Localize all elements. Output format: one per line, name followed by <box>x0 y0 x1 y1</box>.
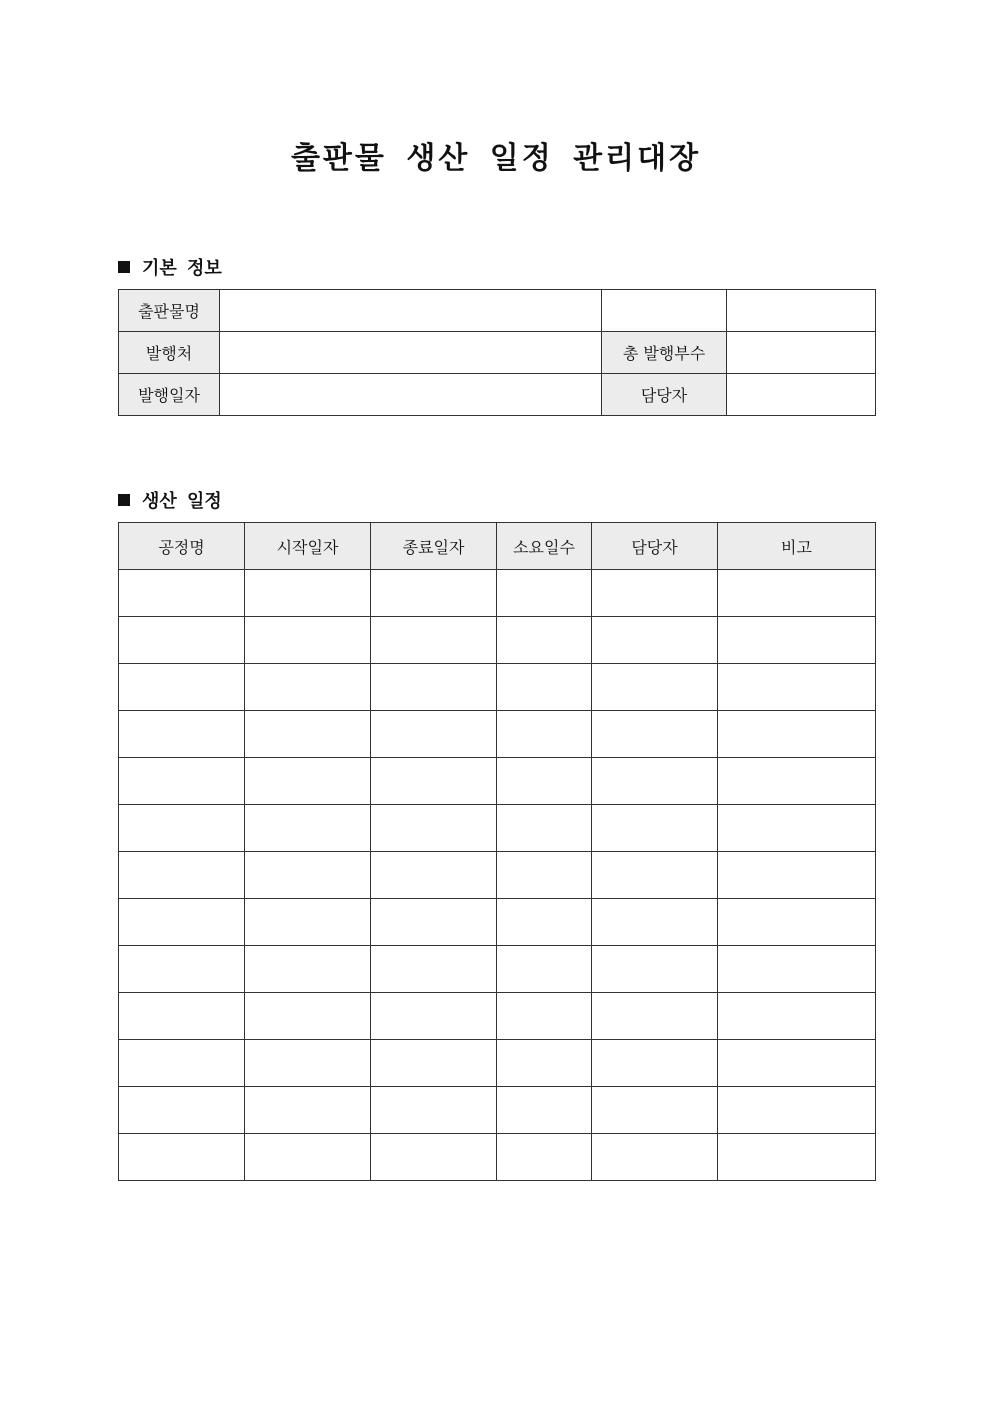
cell-remarks[interactable] <box>718 946 876 993</box>
cell-process-name[interactable] <box>119 617 245 664</box>
cell-end-date[interactable] <box>371 1134 497 1181</box>
cell-start-date[interactable] <box>245 946 371 993</box>
cell-end-date[interactable] <box>371 664 497 711</box>
cell-process-name[interactable] <box>119 711 245 758</box>
cell-start-date[interactable] <box>245 1134 371 1181</box>
table-row <box>119 617 876 664</box>
cell-start-date[interactable] <box>245 758 371 805</box>
cell-start-date[interactable] <box>245 617 371 664</box>
cell-duration-days[interactable] <box>497 899 592 946</box>
cell-duration-days[interactable] <box>497 1040 592 1087</box>
cell-duration-days[interactable] <box>497 852 592 899</box>
cell-process-name[interactable] <box>119 664 245 711</box>
cell-remarks[interactable] <box>718 993 876 1040</box>
cell-duration-days[interactable] <box>497 993 592 1040</box>
manager-label: 담당자 <box>602 374 727 416</box>
cell-manager[interactable] <box>592 1040 718 1087</box>
info-row-date <box>119 374 876 416</box>
cell-end-date[interactable] <box>371 570 497 617</box>
cell-end-date[interactable] <box>371 993 497 1040</box>
table-row <box>119 993 876 1040</box>
cell-remarks[interactable] <box>718 1087 876 1134</box>
schedule-heading-label: 생산 일정 <box>142 491 222 512</box>
page-title: 출판물 생산 일정 관리대장 <box>290 141 702 176</box>
cell-duration-days[interactable] <box>497 711 592 758</box>
cell-start-date[interactable] <box>245 1040 371 1087</box>
column-header-process-name: 공정명 <box>119 523 245 570</box>
schedule-heading <box>118 487 222 513</box>
cell-manager[interactable] <box>592 1087 718 1134</box>
cell-remarks[interactable] <box>718 852 876 899</box>
cell-process-name[interactable] <box>119 805 245 852</box>
cell-process-name[interactable] <box>119 993 245 1040</box>
table-header-row <box>119 523 876 570</box>
cell-end-date[interactable] <box>371 758 497 805</box>
publish-date-label: 발행일자 <box>119 374 220 416</box>
cell-end-date[interactable] <box>371 899 497 946</box>
cell-end-date[interactable] <box>371 852 497 899</box>
publisher-label: 발행처 <box>119 332 220 374</box>
column-header-duration-days: 소요일수 <box>497 523 592 570</box>
cell-start-date[interactable] <box>245 711 371 758</box>
total-copies-field[interactable] <box>727 332 876 374</box>
publisher-field[interactable] <box>220 332 602 374</box>
square-bullet-icon <box>118 494 130 506</box>
cell-remarks[interactable] <box>718 758 876 805</box>
table-row <box>119 758 876 805</box>
cell-duration-days[interactable] <box>497 570 592 617</box>
cell-manager[interactable] <box>592 946 718 993</box>
cell-end-date[interactable] <box>371 617 497 664</box>
cell-manager[interactable] <box>592 758 718 805</box>
publication-name-field[interactable] <box>220 290 602 332</box>
cell-manager[interactable] <box>592 899 718 946</box>
production-schedule-table <box>118 522 876 1181</box>
cell-manager[interactable] <box>592 1134 718 1181</box>
blank-value-cell[interactable] <box>727 290 876 332</box>
cell-duration-days[interactable] <box>497 946 592 993</box>
cell-duration-days[interactable] <box>497 617 592 664</box>
cell-start-date[interactable] <box>245 899 371 946</box>
cell-end-date[interactable] <box>371 711 497 758</box>
basic-info-heading <box>118 254 222 280</box>
cell-process-name[interactable] <box>119 899 245 946</box>
basic-info-heading-label: 기본 정보 <box>142 258 222 279</box>
table-row <box>119 711 876 758</box>
cell-start-date[interactable] <box>245 1087 371 1134</box>
cell-process-name[interactable] <box>119 1087 245 1134</box>
column-header-remarks: 비고 <box>718 523 876 570</box>
table-row <box>119 1087 876 1134</box>
total-copies-label: 총 발행부수 <box>602 332 727 374</box>
column-header-end-date: 종료일자 <box>371 523 497 570</box>
cell-manager[interactable] <box>592 570 718 617</box>
cell-remarks[interactable] <box>718 570 876 617</box>
cell-end-date[interactable] <box>371 1087 497 1134</box>
table-row <box>119 852 876 899</box>
cell-remarks[interactable] <box>718 1134 876 1181</box>
cell-process-name[interactable] <box>119 570 245 617</box>
cell-process-name[interactable] <box>119 1040 245 1087</box>
cell-remarks[interactable] <box>718 805 876 852</box>
cell-duration-days[interactable] <box>497 805 592 852</box>
cell-process-name[interactable] <box>119 758 245 805</box>
cell-remarks[interactable] <box>718 664 876 711</box>
info-row-publisher <box>119 332 876 374</box>
cell-manager[interactable] <box>592 664 718 711</box>
cell-end-date[interactable] <box>371 805 497 852</box>
cell-start-date[interactable] <box>245 852 371 899</box>
manager-field[interactable] <box>727 374 876 416</box>
cell-duration-days[interactable] <box>497 1134 592 1181</box>
table-row <box>119 1040 876 1087</box>
cell-duration-days[interactable] <box>497 758 592 805</box>
table-row <box>119 664 876 711</box>
cell-manager[interactable] <box>592 993 718 1040</box>
cell-process-name[interactable] <box>119 946 245 993</box>
cell-start-date[interactable] <box>245 805 371 852</box>
column-header-manager: 담당자 <box>592 523 718 570</box>
cell-end-date[interactable] <box>371 1040 497 1087</box>
cell-remarks[interactable] <box>718 617 876 664</box>
cell-start-date[interactable] <box>245 664 371 711</box>
square-bullet-icon <box>118 261 130 273</box>
cell-manager[interactable] <box>592 617 718 664</box>
cell-duration-days[interactable] <box>497 1087 592 1134</box>
cell-remarks[interactable] <box>718 1040 876 1087</box>
column-header-start-date: 시작일자 <box>245 523 371 570</box>
cell-process-name[interactable] <box>119 1134 245 1181</box>
publication-name-label: 출판물명 <box>119 290 220 332</box>
publish-date-field[interactable] <box>220 374 602 416</box>
cell-manager[interactable] <box>592 852 718 899</box>
cell-manager[interactable] <box>592 805 718 852</box>
cell-remarks[interactable] <box>718 711 876 758</box>
cell-remarks[interactable] <box>718 899 876 946</box>
info-row-publication <box>119 290 876 332</box>
basic-info-table <box>118 289 876 416</box>
table-row <box>119 1134 876 1181</box>
cell-start-date[interactable] <box>245 993 371 1040</box>
cell-process-name[interactable] <box>119 852 245 899</box>
table-row <box>119 899 876 946</box>
table-row <box>119 805 876 852</box>
table-row <box>119 946 876 993</box>
cell-start-date[interactable] <box>245 570 371 617</box>
cell-manager[interactable] <box>592 711 718 758</box>
cell-end-date[interactable] <box>371 946 497 993</box>
cell-duration-days[interactable] <box>497 664 592 711</box>
table-row <box>119 570 876 617</box>
blank-label-cell <box>602 290 727 332</box>
